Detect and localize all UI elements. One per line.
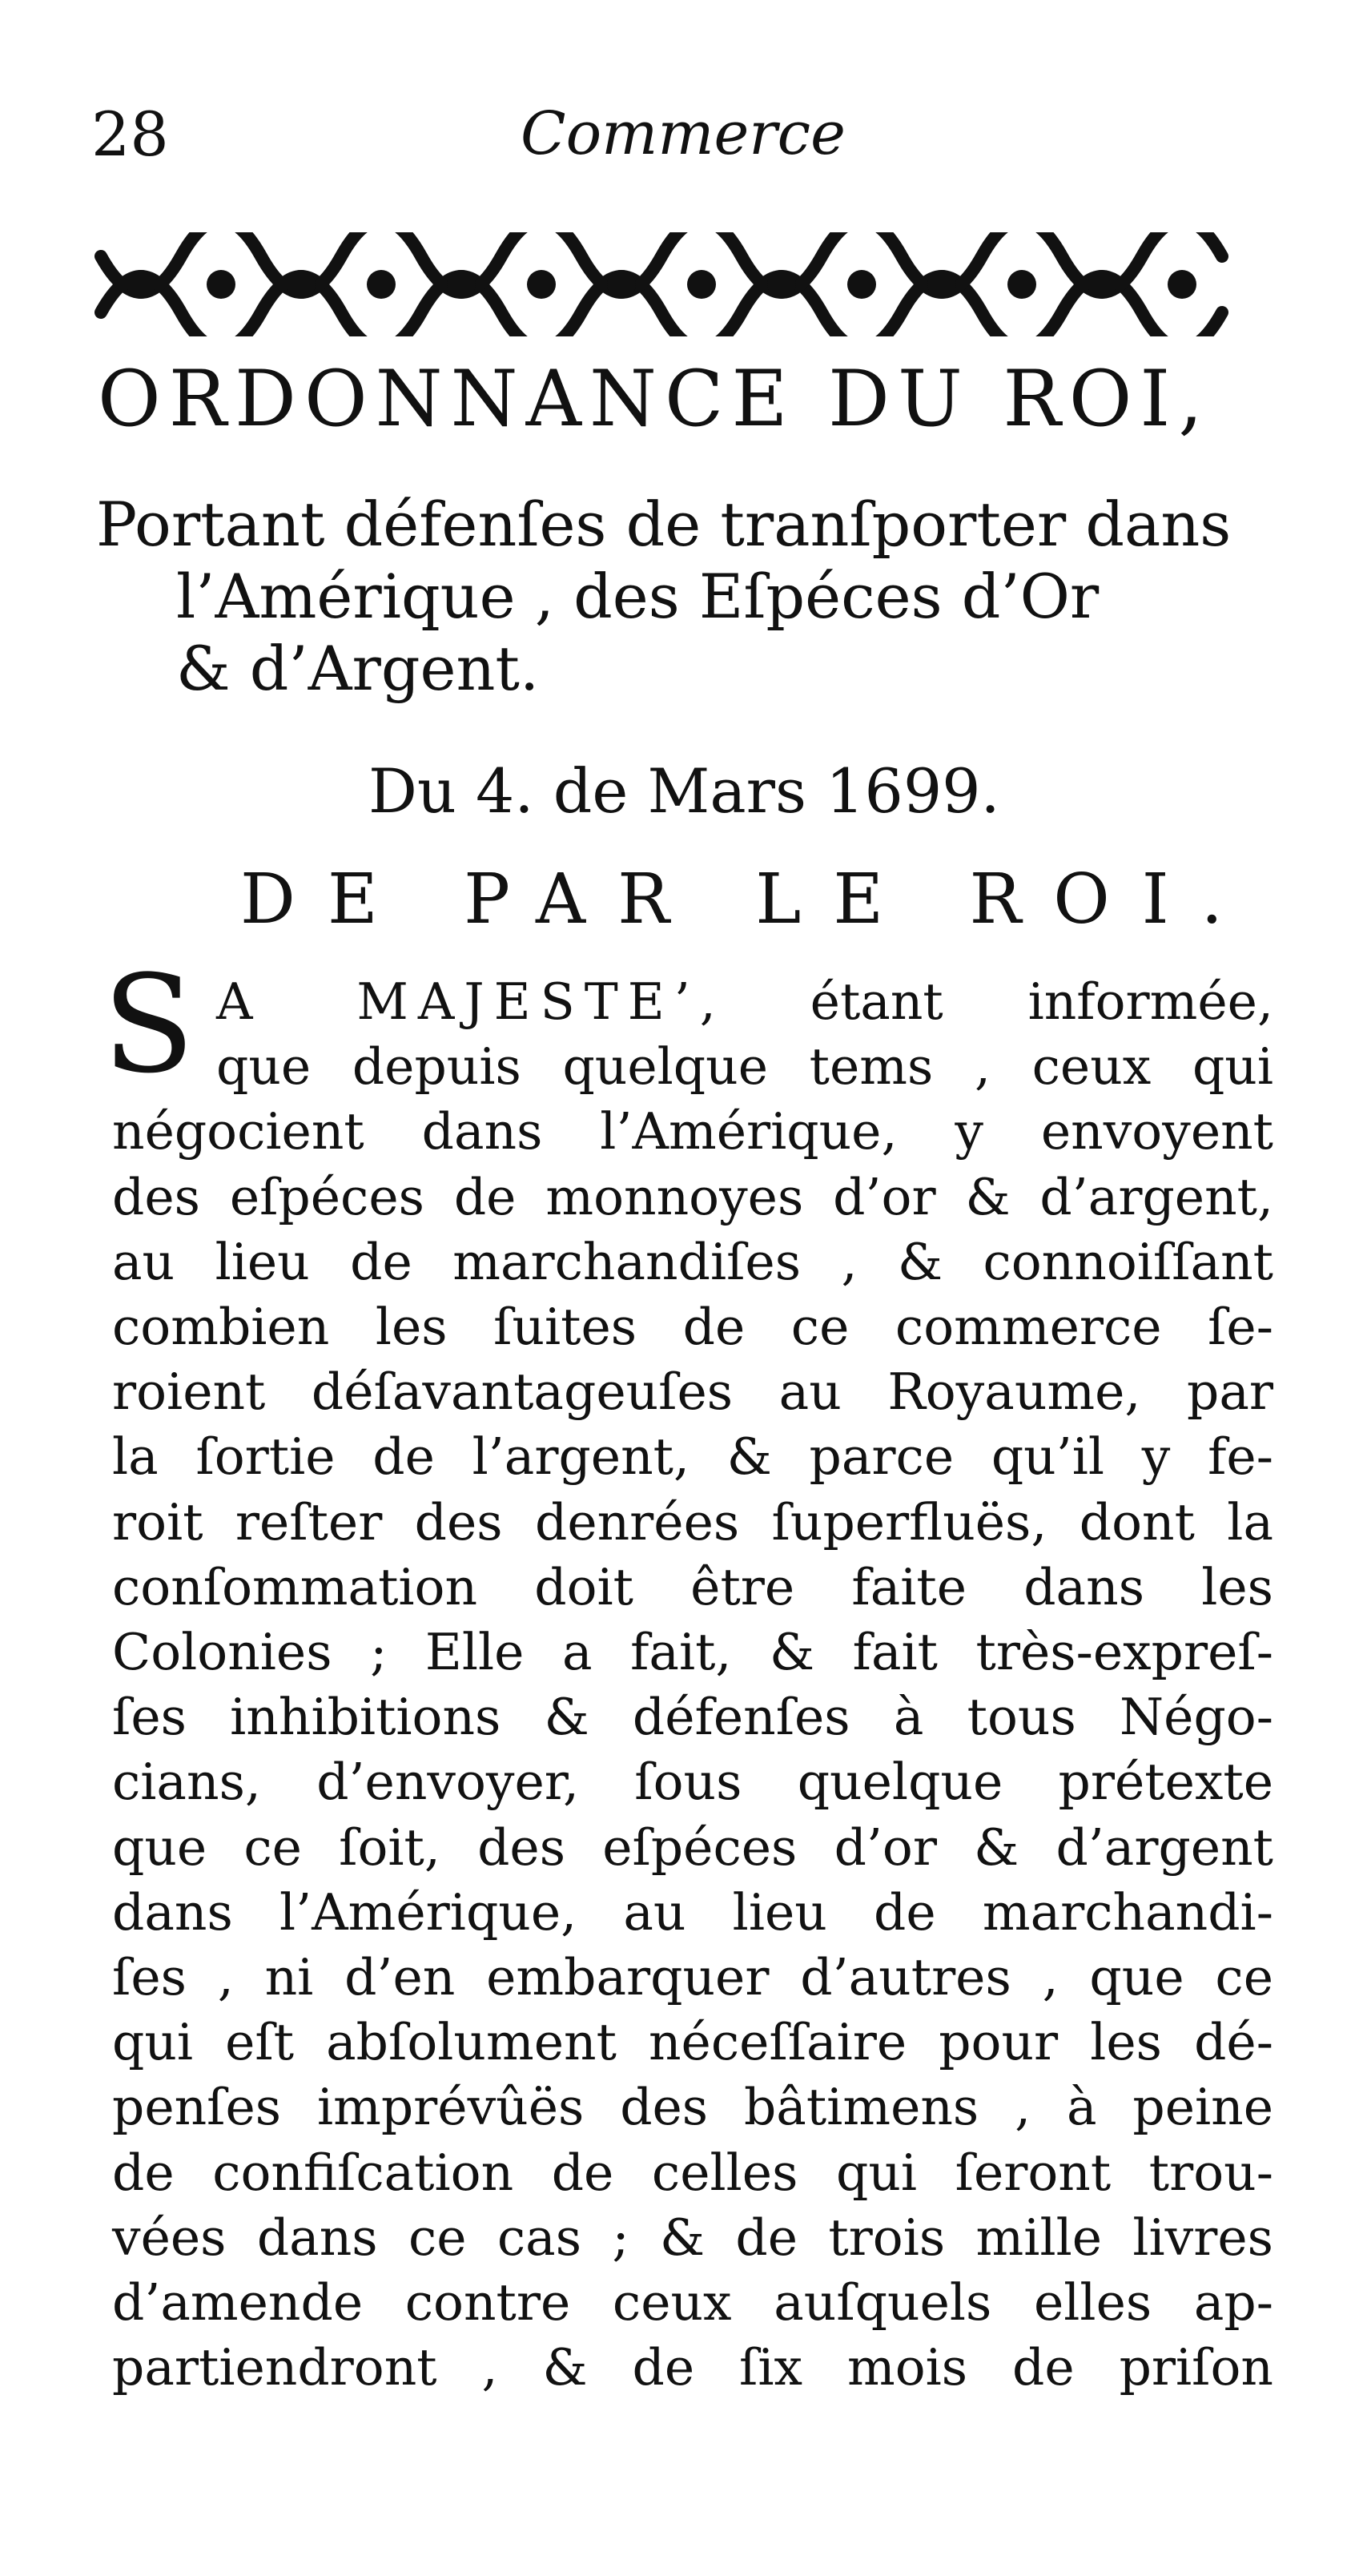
dropcap: S [103, 946, 195, 1103]
body-line: penſes imprévûës des bâtimens , à peine [112, 2078, 1273, 2137]
ordonnance-date: Du 4. de Mars 1699. [368, 755, 1000, 827]
body-line: cians, d’envoyer, ſous quelque prétexte [112, 1753, 1273, 1812]
body-line: ſes , ni d’en embarquer d’autres , que ce [112, 1948, 1273, 2007]
ordonnance-title: ORDONNANCE DU ROI, [98, 354, 1211, 444]
body-line: roit reſter des denrées ſuperfluës, dont la [112, 1492, 1273, 1552]
body-line: que ce ſoit, des eſpéces d’or & d’argent [112, 1817, 1273, 1877]
body-line: que depuis quelque tems , ceux qui [216, 1037, 1273, 1097]
running-head: Commerce [521, 99, 846, 168]
body-line: d’amende contre ceux auſquels elles ap- [112, 2273, 1273, 2332]
subtitle-line: l’Amérique , des Eſpéces d’Or [176, 561, 1100, 632]
page-number: 28 [91, 99, 169, 170]
decorative-band-icon [93, 232, 1254, 336]
body-line: négocient dans l’Amérique, y envoyent [112, 1102, 1273, 1161]
body-line: partiendront , & de ſix mois de priſon [112, 2338, 1273, 2397]
majeste-heading: A MAJESTE’, [216, 972, 726, 1031]
body-line [112, 969, 1273, 1034]
body-line: au lieu de marchandiſes , & connoiſſant [112, 1232, 1273, 1291]
body-line: qui eſt abſolument néceſſaire pour les dé- [112, 2013, 1273, 2072]
body-line: ſes inhibitions & défenſes à tous Négo- [112, 1688, 1273, 1747]
body-line: vées dans ce cas ; & de trois mille livres [112, 2208, 1273, 2267]
de-par-le-roi-heading: DE PAR LE ROI. [240, 859, 1256, 940]
body-line: conſommation doit être faite dans les [112, 1557, 1273, 1616]
body-text [112, 969, 1273, 2400]
body-line: combien les ſuites de ce commerce ſe- [112, 1298, 1273, 1357]
body-line: la ſortie de l’argent, & parce qu’il y fe- [112, 1427, 1273, 1487]
subtitle-line: Portant défenſes de tranſporter dans [96, 489, 1232, 560]
body-line: de confiſcation de celles qui ſeront trou- [112, 2143, 1273, 2202]
subtitle-line: & d’Argent. [176, 633, 540, 704]
body-line: des eſpéces de monnoyes d’or & d’argent, [112, 1167, 1273, 1226]
body-line: roient déſavantageuſes au Royaume, par [112, 1362, 1273, 1422]
body-line-tail: étant informée, [725, 972, 1273, 1031]
ordonnance-subtitle [96, 489, 1273, 705]
body-line: dans l’Amérique, au lieu de marchandi- [112, 1882, 1273, 1942]
body-line: Colonies ; Elle a fait, & fait très-expreſ- [112, 1623, 1273, 1682]
